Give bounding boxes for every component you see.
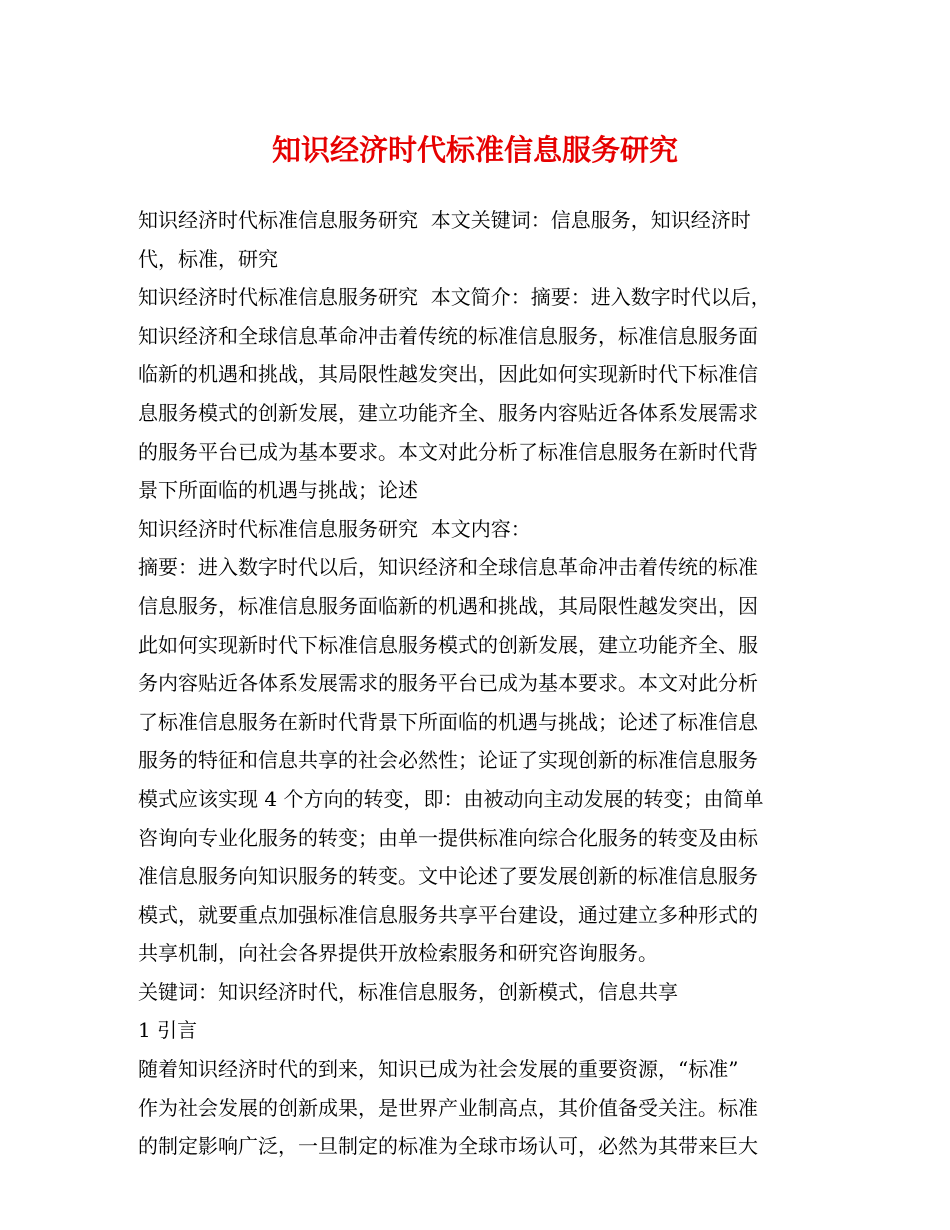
body-line: 知识经济时代标准信息服务研究 本文简介：摘要：进入数字时代以后， <box>138 285 771 310</box>
body-line: 信息服务，标准信息服务面临新的机遇和挑战，其局限性越发突出，因 <box>138 593 758 618</box>
body-line: 作为社会发展的创新成果，是世界产业制高点，其价值备受关注。标准 <box>138 1095 758 1120</box>
body-line: 摘要：进入数字时代以后，知识经济和全球信息革命冲击着传统的标准 <box>138 555 758 580</box>
body-line: 关键词：知识经济时代，标准信息服务，创新模式，信息共享 <box>138 979 678 1004</box>
body-line: 准信息服务向知识服务的转变。文中论述了要发展创新的标准信息服务 <box>138 864 758 889</box>
section-heading: 1 引言 <box>138 1018 198 1043</box>
body-line: 模式，就要重点加强标准信息服务共享平台建设，通过建立多种形式的 <box>138 902 758 927</box>
body-line: 的制定影响广泛，一旦制定的标准为全球市场认可，必然为其带来巨大 <box>138 1134 758 1159</box>
body-line: 此如何实现新时代下标准信息服务模式的创新发展，建立功能齐全、服 <box>138 632 758 657</box>
body-line: 的服务平台已成为基本要求。本文对此分析了标准信息服务在新时代背 <box>138 439 758 464</box>
document-body <box>138 201 822 1166</box>
body-line: 了标准信息服务在新时代背景下所面临的机遇与挑战；论述了标准信息 <box>138 709 758 734</box>
body-line: 知识经济时代标准信息服务研究 本文内容： <box>138 516 531 541</box>
body-line: 务内容贴近各体系发展需求的服务平台已成为基本要求。本文对此分析 <box>138 671 758 696</box>
body-line: 代，标准，研究 <box>138 246 278 271</box>
body-line: 共享机制，向社会各界提供开放检索服务和研究咨询服务。 <box>138 941 658 966</box>
body-line: 息服务模式的创新发展，建立功能齐全、服务内容贴近各体系发展需求 <box>138 400 758 425</box>
body-line: 临新的机遇和挑战，其局限性越发突出，因此如何实现新时代下标准信 <box>138 362 758 387</box>
body-line: 知识经济和全球信息革命冲击着传统的标准信息服务，标准信息服务面 <box>138 323 758 348</box>
body-line: 服务的特征和信息共享的社会必然性；论证了实现创新的标准信息服务 <box>138 748 758 773</box>
body-line: 咨询向专业化服务的转变；由单一提供标准向综合化服务的转变及由标 <box>138 825 758 850</box>
body-line: 模式应该实现 4 个方向的转变，即：由被动向主动发展的转变；由简单 <box>138 786 764 811</box>
body-line: 随着知识经济时代的到来，知识已成为社会发展的重要资源，“标准” <box>138 1057 739 1082</box>
document-title: 知识经济时代标准信息服务研究 <box>271 133 678 167</box>
body-line: 知识经济时代标准信息服务研究 本文关键词：信息服务，知识经济时 <box>138 208 751 232</box>
body-line: 景下所面临的机遇与挑战；论述 <box>138 478 418 503</box>
